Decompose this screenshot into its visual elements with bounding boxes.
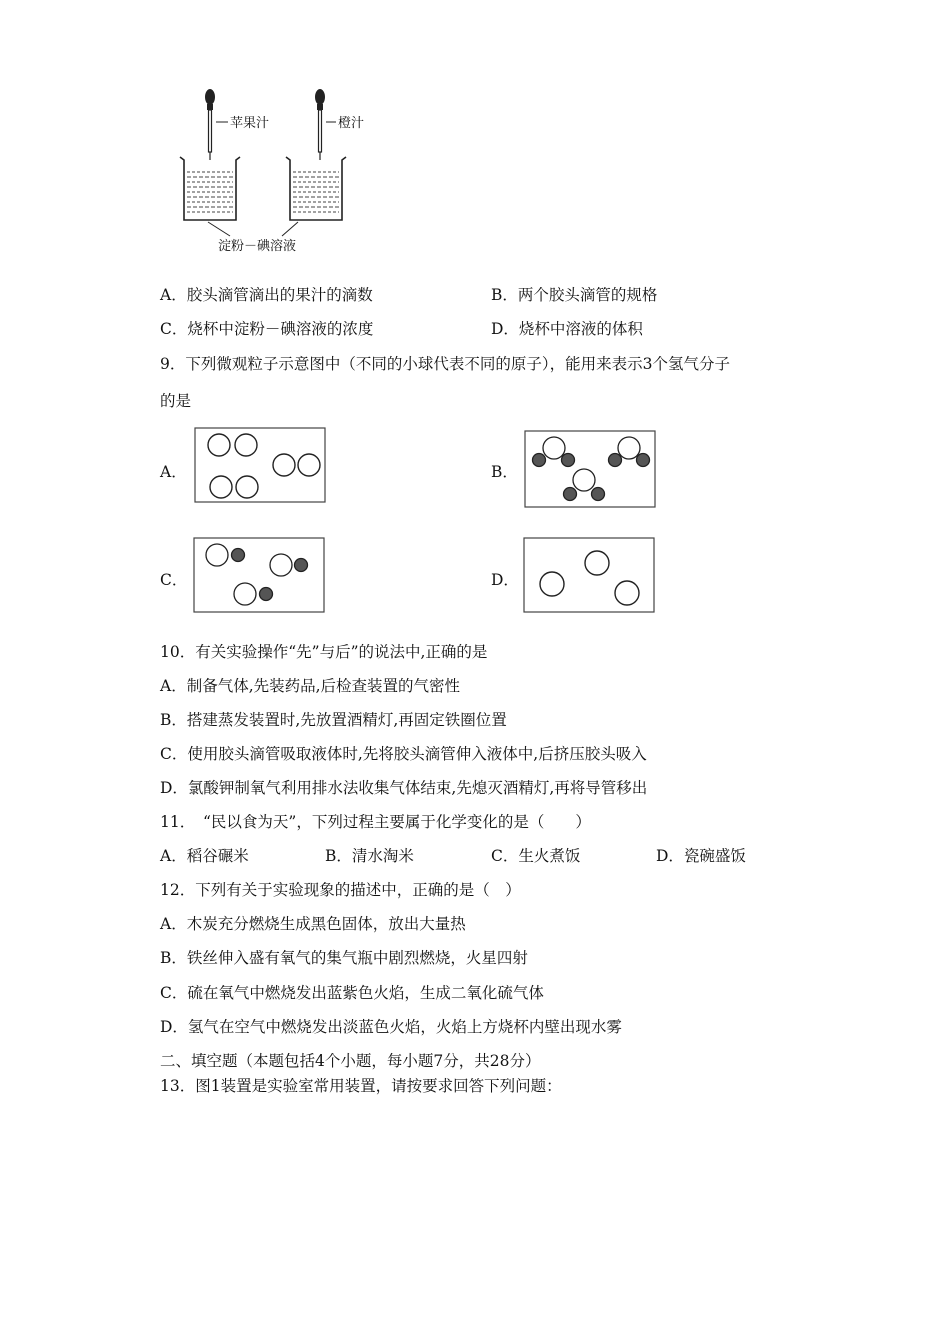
- q11-option-d[interactable]: D．瓷碗盛饭: [656, 847, 746, 865]
- q11-stem: 11． “民以食为天”，下列过程主要属于化学变化的是（ ）: [160, 813, 591, 831]
- q9-label-d[interactable]: D．: [491, 571, 519, 589]
- q9-stem-line2: 的是: [160, 392, 192, 410]
- section-2-title: 二、填空题（本题包括4个小题，每小题7分，共28分）: [160, 1052, 541, 1070]
- q10-stem: 10．有关实验操作“先”与后”的说法中,正确的是: [160, 643, 488, 661]
- left-beaker: [180, 157, 240, 220]
- q12-option-c[interactable]: C．硫在氧气中燃烧发出蓝紫色火焰，生成二氧化硫气体: [160, 984, 544, 1002]
- q9-diagram-d[interactable]: [523, 537, 657, 615]
- q9-label-b[interactable]: B．: [491, 463, 518, 481]
- right-beaker: [286, 157, 346, 220]
- q12-option-d[interactable]: D．氢气在空气中燃烧发出淡蓝色火焰，火焰上方烧杯内壁出现水雾: [160, 1018, 622, 1036]
- q11-option-a[interactable]: A．稻谷碾米: [160, 847, 249, 865]
- q9-diagram-b[interactable]: [524, 430, 658, 510]
- q10-option-a[interactable]: A．制备气体,先装药品,后检查装置的气密性: [160, 677, 461, 695]
- q9-label-a[interactable]: A．: [160, 463, 187, 481]
- q9-diagram-a[interactable]: [194, 427, 328, 505]
- q11-option-c[interactable]: C．生火煮饭: [491, 847, 581, 865]
- q8-option-c[interactable]: C．烧杯中淀粉－碘溶液的浓度: [160, 320, 374, 338]
- q9-label-c[interactable]: C．: [160, 571, 188, 589]
- dropper-right-label: 橙汁: [338, 116, 365, 131]
- q11-option-b[interactable]: B．清水淘米: [325, 847, 414, 865]
- q10-option-b[interactable]: B．搭建蒸发装置时,先放置酒精灯,再固定铁圈位置: [160, 711, 507, 729]
- q8-option-a[interactable]: A．胶头滴管滴出的果汁的滴数: [160, 286, 373, 304]
- q13-stem: 13．图1装置是实验室常用装置，请按要求回答下列问题：: [160, 1077, 562, 1095]
- right-dropper: [315, 89, 336, 160]
- q12-stem: 12．下列有关于实验现象的描述中，正确的是（ ）: [160, 881, 521, 899]
- q8-option-b[interactable]: B．两个胶头滴管的规格: [491, 286, 658, 304]
- q9-stem-line1: 9．下列微观粒子示意图中（不同的小球代表不同的原子），能用来表示3个氢气分子: [160, 355, 730, 373]
- q10-option-d[interactable]: D．氯酸钾制氧气利用排水法收集气体结束,先熄灭酒精灯,再将导管移出: [160, 779, 648, 797]
- dropper-left-label: 苹果汁: [230, 116, 270, 131]
- q9-diagram-c[interactable]: [193, 537, 327, 615]
- left-dropper: [205, 89, 228, 160]
- q8-option-d[interactable]: D．烧杯中溶液的体积: [491, 320, 643, 338]
- q12-option-b[interactable]: B．铁丝伸入盛有氧气的集气瓶中剧烈燃烧，火星四射: [160, 949, 528, 967]
- beaker-label: 淀粉－碘溶液: [218, 239, 297, 254]
- q12-option-a[interactable]: A．木炭充分燃烧生成黑色固体，放出大量热: [160, 915, 466, 933]
- q10-option-c[interactable]: C．使用胶头滴管吸取液体时,先将胶头滴管伸入液体中,后挤压胶头吸入: [160, 745, 647, 763]
- dropper-beaker-figure: [170, 80, 400, 260]
